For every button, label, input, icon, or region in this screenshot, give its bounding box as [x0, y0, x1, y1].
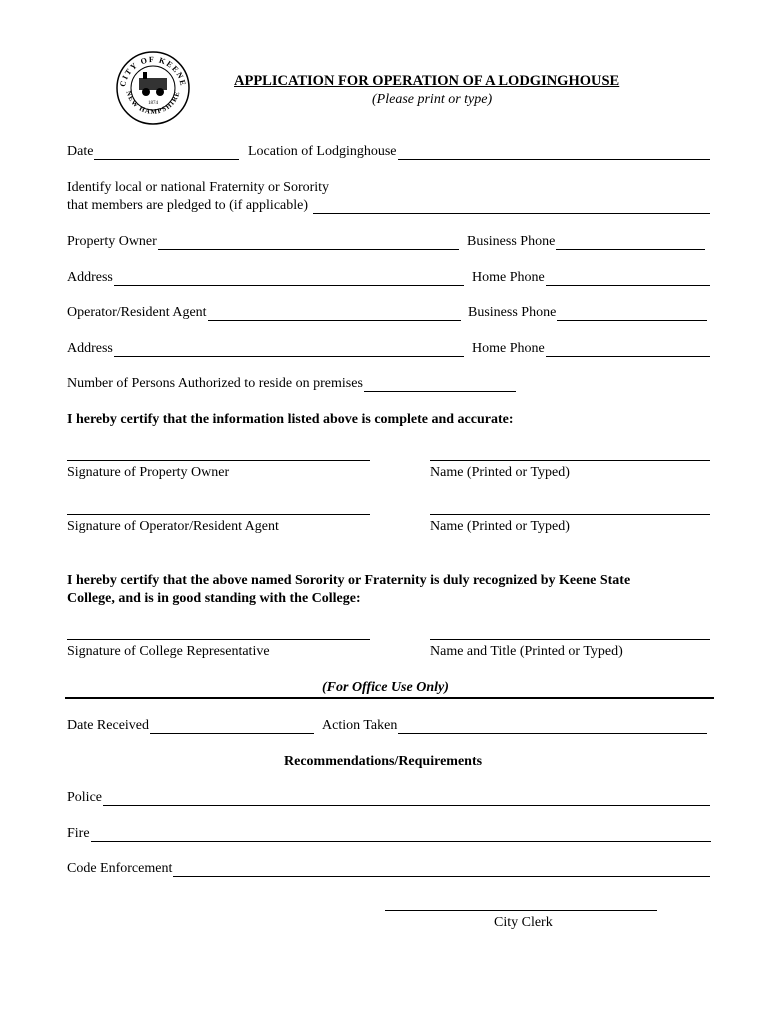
- form-subtitle: (Please print or type): [372, 92, 493, 107]
- owner-name-line[interactable]: [430, 460, 710, 461]
- college-name-label: Name and Title (Printed or Typed): [430, 644, 623, 659]
- office-use-heading: (For Office Use Only): [322, 680, 449, 695]
- property-owner-label: Property Owner: [67, 234, 157, 249]
- business-phone-1-label: Business Phone: [467, 234, 556, 249]
- home-phone-1-label: Home Phone: [472, 270, 545, 285]
- police-field[interactable]: [67, 790, 710, 806]
- code-enforcement-label: Code Enforcement: [67, 861, 173, 876]
- operator-agent-label: Operator/Resident Agent: [67, 305, 207, 320]
- police-label: Police: [67, 790, 102, 805]
- num-persons-label: Number of Persons Authorized to reside on premises: [67, 376, 363, 391]
- fraternity-label-1: Identify local or national Fraternity or Sorority: [67, 180, 330, 195]
- location-field[interactable]: [248, 144, 710, 160]
- agent-name-line[interactable]: [430, 514, 710, 515]
- svg-text:1874: 1874: [148, 101, 158, 106]
- date-received-label: Date Received: [67, 718, 150, 733]
- fraternity-field[interactable]: [67, 198, 710, 214]
- svg-text:CITY OF KEENE: CITY OF KEENE: [118, 54, 188, 88]
- home-phone-2-label: Home Phone: [472, 341, 545, 356]
- college-signature-line[interactable]: [67, 639, 370, 640]
- city-seal-logo: [115, 50, 191, 126]
- address-1-field[interactable]: [67, 270, 464, 286]
- certify-statement-1: I hereby certify that the information listed above is complete and accurate:: [67, 412, 514, 427]
- city-clerk-label: City Clerk: [494, 915, 553, 930]
- form-title: APPLICATION FOR OPERATION OF A LODGINGHOUSE: [234, 73, 620, 89]
- business-phone-2-field[interactable]: [468, 305, 707, 321]
- home-phone-2-field[interactable]: [472, 341, 710, 357]
- action-taken-label: Action Taken: [322, 718, 398, 733]
- city-clerk-signature-line[interactable]: [385, 910, 657, 911]
- location-label: Location of Lodginghouse: [248, 144, 397, 159]
- fire-label: Fire: [67, 826, 90, 841]
- address-2-field[interactable]: [67, 341, 464, 357]
- college-name-line[interactable]: [430, 639, 710, 640]
- agent-signature-label: Signature of Operator/Resident Agent: [67, 519, 279, 534]
- address-1-label: Address: [67, 270, 113, 285]
- fire-field[interactable]: [67, 826, 711, 842]
- num-persons-field[interactable]: [67, 376, 516, 392]
- date-received-field[interactable]: [67, 718, 314, 734]
- business-phone-2-label: Business Phone: [468, 305, 557, 320]
- action-taken-field[interactable]: [322, 718, 707, 734]
- owner-name-label: Name (Printed or Typed): [430, 465, 570, 480]
- address-2-label: Address: [67, 341, 113, 356]
- recommendations-heading: Recommendations/Requirements: [284, 754, 483, 769]
- agent-name-label: Name (Printed or Typed): [430, 519, 570, 534]
- code-enforcement-field[interactable]: [67, 861, 710, 877]
- svg-text:NEW HAMPSHIRE: NEW HAMPSHIRE: [124, 89, 182, 116]
- office-divider: [65, 697, 714, 699]
- business-phone-1-field[interactable]: [467, 234, 705, 250]
- owner-signature-label: Signature of Property Owner: [67, 465, 230, 480]
- home-phone-1-field[interactable]: [472, 270, 710, 286]
- operator-agent-field[interactable]: [67, 305, 461, 321]
- date-label: Date: [67, 144, 94, 159]
- certify-statement-2-line1: I hereby certify that the above named Sorority or Fraternity is duly recognized by Keene State: [67, 573, 631, 588]
- agent-signature-line[interactable]: [67, 514, 370, 515]
- property-owner-field[interactable]: [67, 234, 459, 250]
- owner-signature-line[interactable]: [67, 460, 370, 461]
- college-signature-label: Signature of College Representative: [67, 644, 270, 659]
- certify-statement-2-line2: College, and is in good standing with the College:: [67, 591, 361, 606]
- date-field[interactable]: [67, 144, 239, 160]
- fraternity-label-2: that members are pledged to (if applicable): [67, 198, 309, 213]
